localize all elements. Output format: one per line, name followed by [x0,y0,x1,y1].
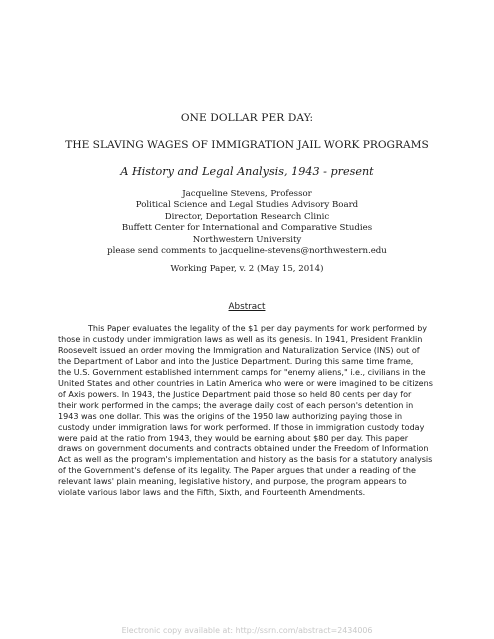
ssrn-footer[interactable]: Electronic copy available at: http://ssrn.com/abstract=2434006 [121,626,373,635]
abstract-line: Roosevelt issued an order moving the Immigration and Naturalization Service (INS) out of [58,345,420,355]
abstract-line: relevant laws' plain meaning, legislative history, and purpose, the program appears to [58,477,407,487]
author-contact: please send comments to jacqueline-stevens@northwestern.edu [107,246,387,257]
abstract-line: draws on government documents and contracts obtained under the Freedom of Information [58,444,429,454]
abstract-line: were paid at the ratio from 1943, they would be earning about $80 per day. This paper [58,433,409,443]
working-paper-version: Working Paper, v. 2 (May 15, 2014) [170,264,324,274]
abstract-line: their work performed in the camps; the average daily cost of each person's detention in [58,400,414,410]
author-affiliation: Buffett Center for International and Comparative Studies [121,223,373,234]
author-block [0,189,494,257]
author-affiliation: Director, Deportation Research Clinic [164,211,330,222]
abstract-line: violate various labor laws and the Fifth, Sixth, and Fourteenth Amendments. [58,488,366,498]
abstract-line: United States and other countries in Latin America who were or were imagined to be citizens [58,378,433,388]
abstract-heading: Abstract [228,302,266,312]
abstract-line: of the Government's defense of its legality. The Paper argues that under a reading of the [58,466,416,476]
author-affiliation: Northwestern University [192,234,302,245]
title-line-1: ONE DOLLAR PER DAY: [180,112,314,124]
subtitle: A History and Legal Analysis, 1943 - present [120,165,374,178]
title-line-2: THE SLAVING WAGES OF IMMIGRATION JAIL WORK PROGRAMS [65,139,429,151]
abstract-line: those in custody under immigration laws as well as its genesis. In 1941, President Franklin [58,334,423,344]
abstract-body [58,324,441,499]
abstract-line: Act as well as the program's implementation and history as the basis for a statutory analysis [58,455,433,465]
abstract-line: This Paper evaluates the legality of the $1 per day payments for work performed by [88,324,428,333]
abstract-line: the Department of Labor and into the Justice Department. During this same time frame, [58,356,414,366]
author-name: Jacqueline Stevens, Professor [182,189,312,199]
abstract-line: custody under immigration laws for work performed. If those in immigration custody today [58,422,425,432]
abstract-line: 1943 was one dollar. This was the origins of the 1950 law authorizing paying those in [58,411,403,421]
abstract-line: the U.S. Government established internment camps for "enemy aliens," i.e., civilians in the [58,367,426,377]
author-affiliation: Political Science and Legal Studies Advisory Board [135,200,359,211]
abstract-line: of Axis powers. In 1943, the Justice Department paid those so held 80 cents per day for [58,389,412,399]
